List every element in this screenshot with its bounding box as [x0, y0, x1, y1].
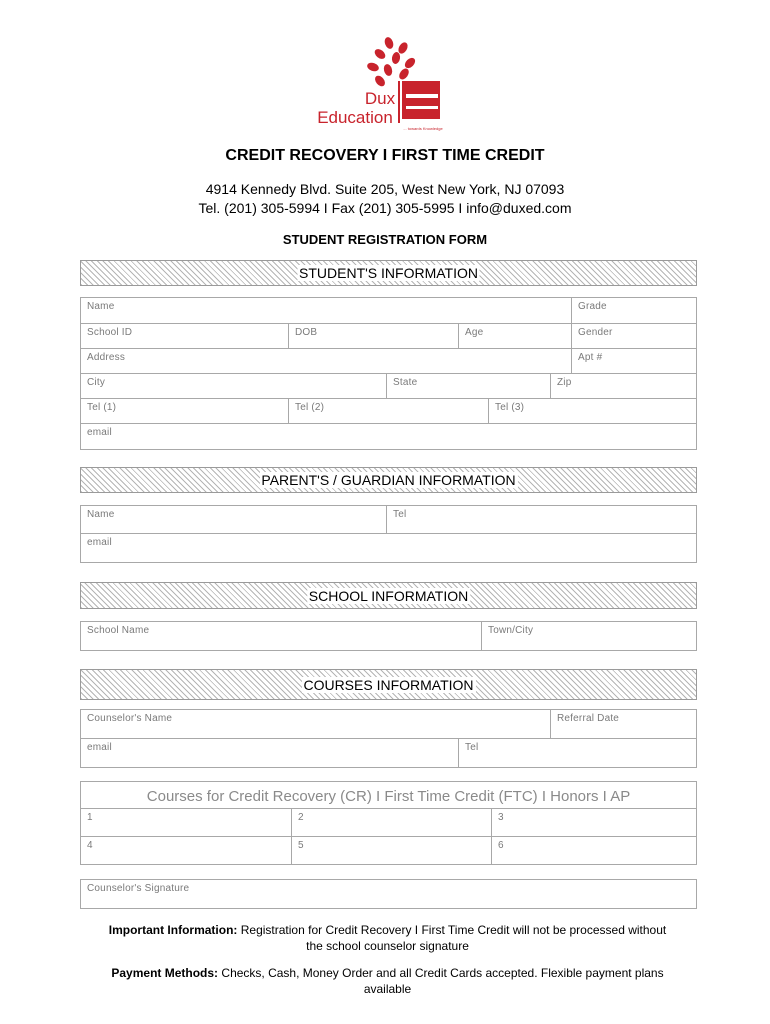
dux-education-logo: [310, 36, 455, 134]
important-text: Registration for Credit Recovery I First Time Credit will not be processed without the school counselor signature: [237, 923, 667, 953]
tree-leaves-icon: [366, 36, 417, 88]
course-slot-6[interactable]: 6: [491, 837, 698, 864]
course-slot-5[interactable]: 5: [291, 837, 491, 864]
student-name-field[interactable]: Name: [87, 301, 115, 312]
student-dob-field[interactable]: DOB: [288, 324, 458, 348]
payment-methods-note: [100, 965, 675, 997]
school-section-header: [80, 582, 697, 609]
student-grade-field[interactable]: Grade: [571, 298, 698, 323]
student-apt-field[interactable]: Apt #: [571, 349, 698, 373]
parent-section-title: PARENT'S / GUARDIAN INFORMATION: [261, 472, 516, 488]
courses-section-header: [80, 669, 697, 700]
contact-line: Tel. (201) 305-5994 I Fax (201) 305-5995 I info@duxed.com: [198, 200, 572, 216]
referral-date-field[interactable]: Referral Date: [550, 710, 698, 738]
form-title: STUDENT REGISTRATION FORM: [282, 232, 488, 247]
logo-line2: Education: [317, 108, 393, 127]
student-gender-field[interactable]: Gender: [571, 324, 698, 348]
counselor-email-field[interactable]: email: [87, 742, 112, 753]
course-slot-2[interactable]: 2: [291, 809, 491, 836]
important-information-note: [100, 922, 675, 954]
student-tel1-field[interactable]: Tel (1): [87, 402, 117, 413]
student-section-header: [80, 260, 697, 286]
course-slot-4[interactable]: 4: [87, 840, 93, 851]
page-title: CREDIT RECOVERY I FIRST TIME CREDIT: [225, 147, 545, 164]
address-line: 4914 Kennedy Blvd. Suite 205, West New York, NJ 07093: [205, 181, 565, 197]
payment-text: Checks, Cash, Money Order and all Credit Cards accepted. Flexible payment plans available: [218, 966, 664, 996]
counselor-signature-field[interactable]: Counselor's Signature: [87, 883, 190, 894]
important-label: Important Information:: [108, 923, 238, 937]
course-slot-1[interactable]: 1: [87, 812, 93, 823]
parent-fields: [80, 505, 697, 563]
parent-tel-field[interactable]: Tel: [386, 506, 698, 533]
student-tel3-field[interactable]: Tel (3): [488, 399, 698, 423]
parent-section-header: [80, 467, 697, 493]
student-tel2-field[interactable]: Tel (2): [288, 399, 488, 423]
books-icon: [398, 81, 440, 123]
parent-email-field[interactable]: email: [87, 537, 112, 548]
payment-label: Payment Methods:: [111, 966, 219, 980]
parent-name-field[interactable]: Name: [87, 509, 115, 520]
school-fields: [80, 621, 697, 651]
logo-tagline: ... towards Knowledge: [403, 126, 443, 131]
courses-section-title: COURSES INFORMATION: [303, 676, 474, 693]
counselor-name-field[interactable]: Counselor's Name: [87, 713, 173, 724]
student-section-title: STUDENT'S INFORMATION: [299, 265, 478, 281]
school-town-field[interactable]: Town/City: [481, 622, 698, 650]
school-section-title: SCHOOL INFORMATION: [308, 587, 469, 604]
student-zip-field[interactable]: Zip: [550, 374, 698, 398]
course-slot-3[interactable]: 3: [491, 809, 698, 836]
student-city-field[interactable]: City: [87, 377, 106, 388]
student-fields: [80, 297, 697, 450]
student-state-field[interactable]: State: [386, 374, 550, 398]
courses-fields: [80, 709, 697, 768]
student-school-id-field[interactable]: School ID: [87, 327, 133, 338]
student-email-field[interactable]: email: [87, 427, 112, 438]
counselor-tel-field[interactable]: Tel: [458, 739, 698, 767]
school-name-field[interactable]: School Name: [87, 625, 150, 636]
courses-table-heading: Courses for Credit Recovery (CR) I First Time Credit (FTC) I Honors I AP: [146, 788, 631, 805]
courses-table: [80, 781, 697, 865]
counselor-signature-box: [80, 879, 697, 909]
student-age-field[interactable]: Age: [458, 324, 571, 348]
student-address-field[interactable]: Address: [87, 352, 126, 363]
logo-line1: Dux: [364, 89, 396, 108]
